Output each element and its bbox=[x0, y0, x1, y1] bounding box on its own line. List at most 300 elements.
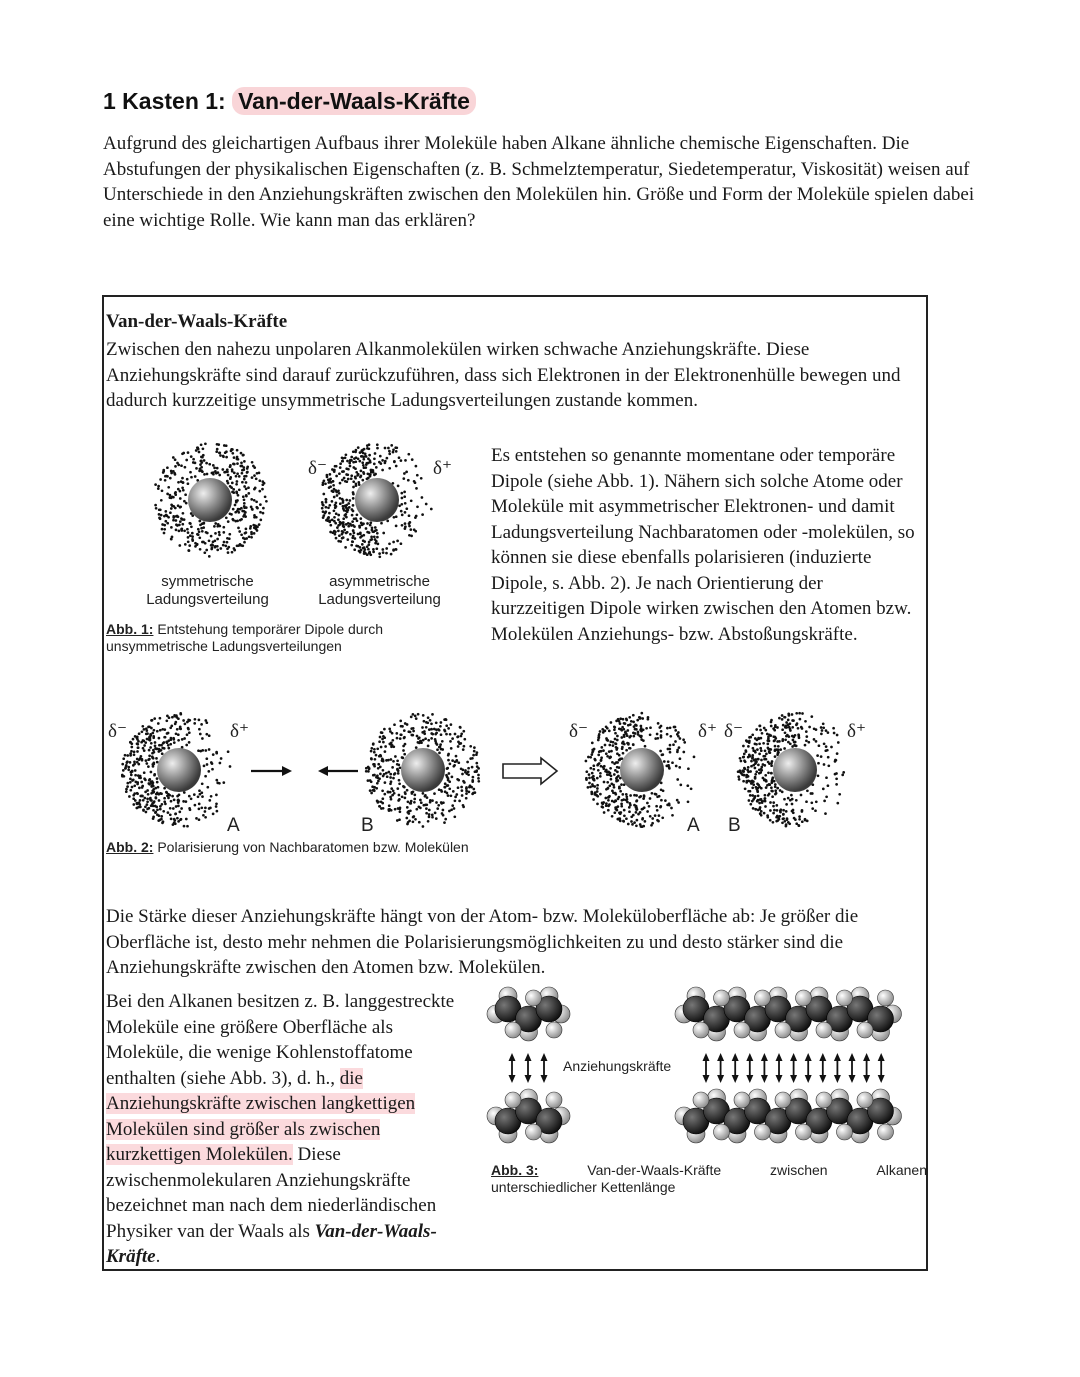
electron-dot bbox=[472, 788, 475, 791]
electron-dot bbox=[416, 505, 419, 508]
electron-dot bbox=[775, 804, 778, 807]
electron-dot bbox=[126, 785, 129, 788]
electron-dot bbox=[397, 769, 400, 772]
hydrogen-atom bbox=[526, 990, 542, 1006]
electron-dot bbox=[167, 811, 170, 814]
electron-dot bbox=[388, 728, 391, 731]
electron-dot bbox=[380, 800, 383, 803]
nucleus-b-right bbox=[773, 748, 817, 792]
electron-dot bbox=[616, 776, 619, 779]
electron-dot bbox=[334, 465, 337, 468]
electron-dot bbox=[373, 474, 376, 477]
electron-dot bbox=[751, 786, 754, 789]
electron-dot bbox=[349, 465, 352, 468]
electron-dot bbox=[237, 527, 240, 530]
electron-dot bbox=[686, 784, 689, 787]
electron-dot bbox=[649, 726, 652, 729]
box-paragraph-3: Die Stärke dieser Anziehungskräfte hängt von der Atom- bzw. Moleküloberfläche ab: Je größer die Oberfläche ist, desto mehr nehmen die Polarisierungsmöglichkeiten zu und desto stärker sind die Anziehungskräfte zwischen den Atomen bzw. Molekülen. bbox=[106, 906, 859, 978]
electron-dot bbox=[352, 480, 355, 483]
electron-dot bbox=[361, 479, 364, 482]
electron-dot bbox=[366, 545, 369, 548]
electron-dot bbox=[364, 466, 367, 469]
electron-dot bbox=[798, 815, 801, 818]
electron-dot bbox=[141, 795, 144, 798]
box-paragraph-4 bbox=[106, 989, 471, 1270]
electron-dot bbox=[462, 748, 465, 751]
electron-dot bbox=[388, 542, 391, 545]
electron-dot bbox=[208, 748, 211, 751]
electron-dot bbox=[365, 527, 368, 530]
electron-dot bbox=[147, 793, 150, 796]
electron-dot bbox=[422, 739, 425, 742]
electron-dot bbox=[376, 782, 379, 785]
para4-highlight: die Anziehungskräfte zwischen langkettigen Molekülen sind größer als zwischen kurzkettigen Molekülen. bbox=[106, 1067, 416, 1165]
electron-dot bbox=[763, 758, 766, 761]
attraction-arrow-icon bbox=[790, 1053, 797, 1061]
electron-dot bbox=[163, 747, 166, 750]
electron-dot bbox=[205, 733, 208, 736]
electron-dot bbox=[656, 809, 659, 812]
electron-dot bbox=[243, 502, 246, 505]
electron-dot bbox=[669, 735, 672, 738]
electron-dot bbox=[376, 443, 379, 446]
electron-dot bbox=[147, 765, 150, 768]
electron-dot bbox=[406, 806, 409, 809]
electron-dot bbox=[770, 764, 773, 767]
electron-dot bbox=[592, 768, 595, 771]
electron-dot bbox=[791, 803, 794, 806]
electron-dot bbox=[452, 790, 455, 793]
electron-dot bbox=[623, 814, 626, 817]
electron-dot bbox=[252, 465, 255, 468]
electron-dot bbox=[799, 718, 802, 721]
electron-dot bbox=[468, 791, 471, 794]
electron-dot bbox=[255, 506, 258, 509]
electron-dot bbox=[758, 742, 761, 745]
electron-dot bbox=[148, 779, 151, 782]
electron-dot bbox=[373, 774, 376, 777]
electron-dot bbox=[176, 817, 179, 820]
electron-dot bbox=[187, 540, 190, 543]
electron-dot bbox=[198, 818, 201, 821]
electron-dot bbox=[644, 745, 647, 748]
electron-dot bbox=[210, 535, 213, 538]
electron-dot bbox=[615, 746, 618, 749]
electron-dot bbox=[804, 818, 807, 821]
electron-dot bbox=[360, 535, 363, 538]
electron-dot bbox=[428, 813, 431, 816]
electron-dot bbox=[334, 489, 337, 492]
electron-dot bbox=[154, 504, 157, 507]
electron-dot bbox=[352, 529, 355, 532]
electron-dot bbox=[321, 483, 324, 486]
electron-dot bbox=[221, 468, 224, 471]
electron-dot bbox=[181, 518, 184, 521]
electron-dot bbox=[167, 486, 170, 489]
electron-dot bbox=[677, 801, 680, 804]
electron-dot bbox=[824, 812, 827, 815]
electron-dot bbox=[410, 727, 413, 730]
electron-dot bbox=[401, 795, 404, 798]
electron-dot bbox=[352, 493, 355, 496]
hydrogen-atom bbox=[878, 1124, 894, 1140]
electron-dot bbox=[437, 804, 440, 807]
electron-dot bbox=[451, 804, 454, 807]
electron-dot bbox=[388, 467, 391, 470]
arrow-left-icon bbox=[318, 766, 358, 776]
electron-dot bbox=[441, 748, 444, 751]
electron-dot bbox=[444, 730, 447, 733]
electron-dot bbox=[620, 729, 623, 732]
electron-dot bbox=[610, 750, 613, 753]
electron-dot bbox=[187, 451, 190, 454]
electron-dot bbox=[670, 807, 673, 810]
electron-dot bbox=[620, 805, 623, 808]
attraction-arrow-icon bbox=[525, 1075, 532, 1083]
electron-dot bbox=[748, 741, 751, 744]
electron-dot bbox=[358, 483, 361, 486]
electron-dot bbox=[236, 449, 239, 452]
electron-dot bbox=[369, 553, 372, 556]
electron-dot bbox=[784, 738, 787, 741]
electron-dot bbox=[398, 504, 401, 507]
electron-dot bbox=[825, 776, 828, 779]
electron-dot bbox=[342, 499, 345, 502]
hydrogen-atom bbox=[857, 1092, 873, 1108]
electron-dot bbox=[749, 736, 752, 739]
electron-dot bbox=[331, 490, 334, 493]
electron-dot bbox=[806, 789, 809, 792]
electron-dot bbox=[427, 820, 430, 823]
electron-dot bbox=[747, 756, 750, 759]
electron-dot bbox=[759, 729, 762, 732]
electron-dot bbox=[607, 799, 610, 802]
electron-dot bbox=[367, 770, 370, 773]
electron-dot bbox=[247, 492, 250, 495]
electron-dot bbox=[171, 795, 174, 798]
electron-dot bbox=[238, 530, 241, 533]
electron-dot bbox=[777, 751, 780, 754]
electron-dot bbox=[341, 460, 344, 463]
electron-dot bbox=[675, 765, 678, 768]
electron-dot bbox=[251, 508, 254, 511]
electron-dot bbox=[425, 807, 428, 810]
atom-a-right bbox=[585, 712, 696, 828]
electron-dot bbox=[674, 740, 677, 743]
electron-dot bbox=[233, 456, 236, 459]
electron-dot bbox=[333, 516, 336, 519]
electron-dot bbox=[411, 734, 414, 737]
electron-dot bbox=[225, 516, 228, 519]
electron-dot bbox=[167, 516, 170, 519]
electron-dot bbox=[190, 797, 193, 800]
electron-dot bbox=[795, 712, 798, 715]
electron-dot bbox=[679, 784, 682, 787]
electron-dot bbox=[163, 532, 166, 535]
electron-dot bbox=[335, 501, 338, 504]
hydrogen-atom bbox=[775, 1022, 791, 1038]
electron-dot bbox=[243, 485, 246, 488]
electron-dot bbox=[415, 808, 418, 811]
hydrogen-atom bbox=[775, 1092, 791, 1108]
electron-dot bbox=[616, 809, 619, 812]
electron-dot bbox=[393, 516, 396, 519]
electron-dot bbox=[632, 721, 635, 724]
electron-dot bbox=[155, 507, 158, 510]
electron-dot bbox=[622, 742, 625, 745]
electron-dot bbox=[372, 742, 375, 745]
electron-dot bbox=[240, 452, 243, 455]
electron-dot bbox=[243, 505, 246, 508]
electron-dot bbox=[604, 744, 607, 747]
electron-dot bbox=[377, 763, 380, 766]
electron-dot bbox=[618, 766, 621, 769]
electron-dot bbox=[174, 822, 177, 825]
electron-dot bbox=[347, 468, 350, 471]
electron-dot bbox=[231, 452, 234, 455]
electron-dot bbox=[352, 486, 355, 489]
electron-dot bbox=[632, 714, 635, 717]
label-b-right: B bbox=[728, 815, 741, 836]
electron-dot bbox=[394, 808, 397, 811]
electron-dot bbox=[477, 780, 480, 783]
electron-dot bbox=[159, 508, 162, 511]
electron-dot bbox=[403, 729, 406, 732]
electron-dot bbox=[175, 732, 178, 735]
electron-dot bbox=[126, 782, 129, 785]
electron-dot bbox=[402, 785, 405, 788]
electron-dot bbox=[427, 716, 430, 719]
electron-dot bbox=[158, 737, 161, 740]
electron-dot bbox=[182, 719, 185, 722]
electron-dot bbox=[333, 509, 336, 512]
electron-dot bbox=[439, 745, 442, 748]
electron-dot bbox=[375, 547, 378, 550]
electron-dot bbox=[177, 805, 180, 808]
electron-dot bbox=[156, 781, 159, 784]
electron-dot bbox=[842, 771, 845, 774]
electron-dot bbox=[243, 541, 246, 544]
electron-dot bbox=[328, 521, 331, 524]
electron-dot bbox=[175, 805, 178, 808]
electron-dot bbox=[787, 741, 790, 744]
electron-dot bbox=[157, 487, 160, 490]
electron-dot bbox=[618, 818, 621, 821]
electron-dot bbox=[205, 757, 208, 760]
electron-dot bbox=[143, 777, 146, 780]
electron-dot bbox=[422, 804, 425, 807]
electron-dot bbox=[335, 475, 338, 478]
electron-dot bbox=[779, 811, 782, 814]
electron-dot bbox=[393, 723, 396, 726]
electron-dot bbox=[415, 487, 418, 490]
electron-dot bbox=[755, 788, 758, 791]
electron-dot bbox=[764, 794, 767, 797]
electron-dot bbox=[430, 732, 433, 735]
electron-dot bbox=[771, 760, 774, 763]
electron-dot bbox=[395, 446, 398, 449]
electron-dot bbox=[182, 800, 185, 803]
electron-dot bbox=[406, 723, 409, 726]
electron-dot bbox=[163, 797, 166, 800]
electron-dot bbox=[759, 725, 762, 728]
electron-dot bbox=[400, 542, 403, 545]
electron-dot bbox=[332, 484, 335, 487]
electron-dot bbox=[666, 733, 669, 736]
hydrogen-atom bbox=[755, 990, 771, 1006]
electron-dot bbox=[391, 739, 394, 742]
electron-dot bbox=[339, 466, 342, 469]
electron-dot bbox=[625, 799, 628, 802]
electron-dot bbox=[429, 801, 432, 804]
electron-dot bbox=[427, 745, 430, 748]
electron-dot bbox=[353, 457, 356, 460]
electron-dot bbox=[772, 805, 775, 808]
electron-dot bbox=[143, 797, 146, 800]
electron-dot bbox=[782, 818, 785, 821]
electron-dot bbox=[154, 787, 157, 790]
electron-dot bbox=[403, 495, 406, 498]
electron-dot bbox=[182, 481, 185, 484]
electron-dot bbox=[470, 786, 473, 789]
electron-dot bbox=[179, 506, 182, 509]
electron-dot bbox=[380, 522, 383, 525]
electron-dot bbox=[768, 762, 771, 765]
electron-dot bbox=[154, 811, 157, 814]
electron-dot bbox=[461, 789, 464, 792]
electron-dot bbox=[836, 752, 839, 755]
electron-dot bbox=[196, 446, 199, 449]
electron-dot bbox=[329, 531, 332, 534]
electron-dot bbox=[811, 792, 814, 795]
electron-dot bbox=[245, 531, 248, 534]
electron-dot bbox=[378, 805, 381, 808]
electron-dot bbox=[381, 789, 384, 792]
electron-dot bbox=[822, 788, 825, 791]
electron-dot bbox=[782, 813, 785, 816]
attraction-arrow-icon bbox=[878, 1053, 885, 1061]
electron-dot bbox=[194, 475, 197, 478]
electron-dot bbox=[395, 465, 398, 468]
electron-dot bbox=[773, 809, 776, 812]
electron-dot bbox=[752, 747, 755, 750]
electron-dot bbox=[167, 744, 170, 747]
electron-dot bbox=[426, 796, 429, 799]
electron-dot bbox=[599, 750, 602, 753]
electron-dot bbox=[671, 761, 674, 764]
hydrogen-atom bbox=[546, 1022, 562, 1038]
electron-dot bbox=[660, 799, 663, 802]
electron-dot bbox=[446, 767, 449, 770]
electron-dot bbox=[427, 739, 430, 742]
electron-dot bbox=[475, 753, 478, 756]
electron-dot bbox=[200, 723, 203, 726]
electron-dot bbox=[255, 528, 258, 531]
electron-dot bbox=[393, 460, 396, 463]
electron-dot bbox=[445, 733, 448, 736]
electron-dot bbox=[356, 513, 359, 516]
electron-dot bbox=[376, 747, 379, 750]
electron-dot bbox=[172, 519, 175, 522]
electron-dot bbox=[450, 747, 453, 750]
electron-dot bbox=[125, 788, 128, 791]
attraction-arrow-icon bbox=[805, 1075, 812, 1083]
hydrogen-atom bbox=[837, 990, 853, 1006]
electron-dot bbox=[154, 744, 157, 747]
electron-dot bbox=[621, 799, 624, 802]
electron-dot bbox=[170, 800, 173, 803]
electron-dot bbox=[164, 803, 167, 806]
hydrogen-atom bbox=[755, 1124, 771, 1140]
electron-dot bbox=[148, 758, 151, 761]
electron-dot bbox=[136, 750, 139, 753]
electron-dot bbox=[152, 790, 155, 793]
electron-dot bbox=[154, 747, 157, 750]
figure-1-caption bbox=[106, 621, 446, 655]
electron-dot bbox=[417, 713, 420, 716]
electron-dot bbox=[154, 483, 157, 486]
electron-dot bbox=[768, 783, 771, 786]
electron-dot bbox=[237, 494, 240, 497]
electron-dot bbox=[133, 753, 136, 756]
electron-dot bbox=[800, 794, 803, 797]
electron-dot bbox=[759, 747, 762, 750]
electron-dot bbox=[172, 738, 175, 741]
electron-dot bbox=[776, 809, 779, 812]
electron-dot bbox=[637, 733, 640, 736]
electron-dot bbox=[235, 483, 238, 486]
electron-dot bbox=[358, 525, 361, 528]
electron-dot bbox=[395, 515, 398, 518]
electron-dot bbox=[381, 548, 384, 551]
electron-dot bbox=[804, 744, 807, 747]
electron-dot bbox=[651, 792, 654, 795]
electron-dot bbox=[189, 471, 192, 474]
electron-dot bbox=[204, 816, 207, 819]
box-paragraph-2: Es entstehen so genannte momentane oder temporäre Dipole (siehe Abb. 1). Nähern sich solche Atome oder Moleküle mit asymmetrischer Elektronen- und damit Ladungsverteilung Nachbaratomen oder -molekülen, so können sie diese ebenfalls polarisieren (induzierte Dipole, s. Abb. 2). Je nach Orientierung der kurzzeitigen Dipole wirken zwischen den Atomen bzw. Molekülen Anziehungs- bzw. Abstoßungskräfte. bbox=[491, 445, 915, 645]
electron-dot bbox=[169, 743, 172, 746]
electron-dot bbox=[374, 452, 377, 455]
electron-dot bbox=[161, 803, 164, 806]
electron-dot bbox=[457, 779, 460, 782]
electron-dot bbox=[373, 457, 376, 460]
electron-dot bbox=[473, 750, 476, 753]
electron-dot bbox=[458, 800, 461, 803]
electron-dot bbox=[676, 799, 679, 802]
label-symmetric-line2: Ladungsverteilung bbox=[146, 591, 269, 608]
electron-dot bbox=[200, 443, 203, 446]
electron-dot bbox=[215, 751, 218, 754]
electron-dot bbox=[399, 720, 402, 723]
electron-dot bbox=[240, 533, 243, 536]
electron-dot bbox=[415, 717, 418, 720]
electron-dot bbox=[774, 745, 777, 748]
electron-dot bbox=[656, 819, 659, 822]
asymmetric-atom bbox=[321, 443, 433, 558]
electron-dot bbox=[186, 733, 189, 736]
electron-dot bbox=[178, 524, 181, 527]
electron-dot bbox=[362, 458, 365, 461]
electron-dot bbox=[676, 778, 679, 781]
electron-dot bbox=[823, 800, 826, 803]
electron-dot bbox=[345, 506, 348, 509]
electron-dot bbox=[250, 536, 253, 539]
electron-dot bbox=[776, 787, 779, 790]
electron-dot bbox=[124, 767, 127, 770]
electron-dot bbox=[346, 531, 349, 534]
electron-dot bbox=[430, 508, 433, 511]
electron-dot bbox=[353, 525, 356, 528]
